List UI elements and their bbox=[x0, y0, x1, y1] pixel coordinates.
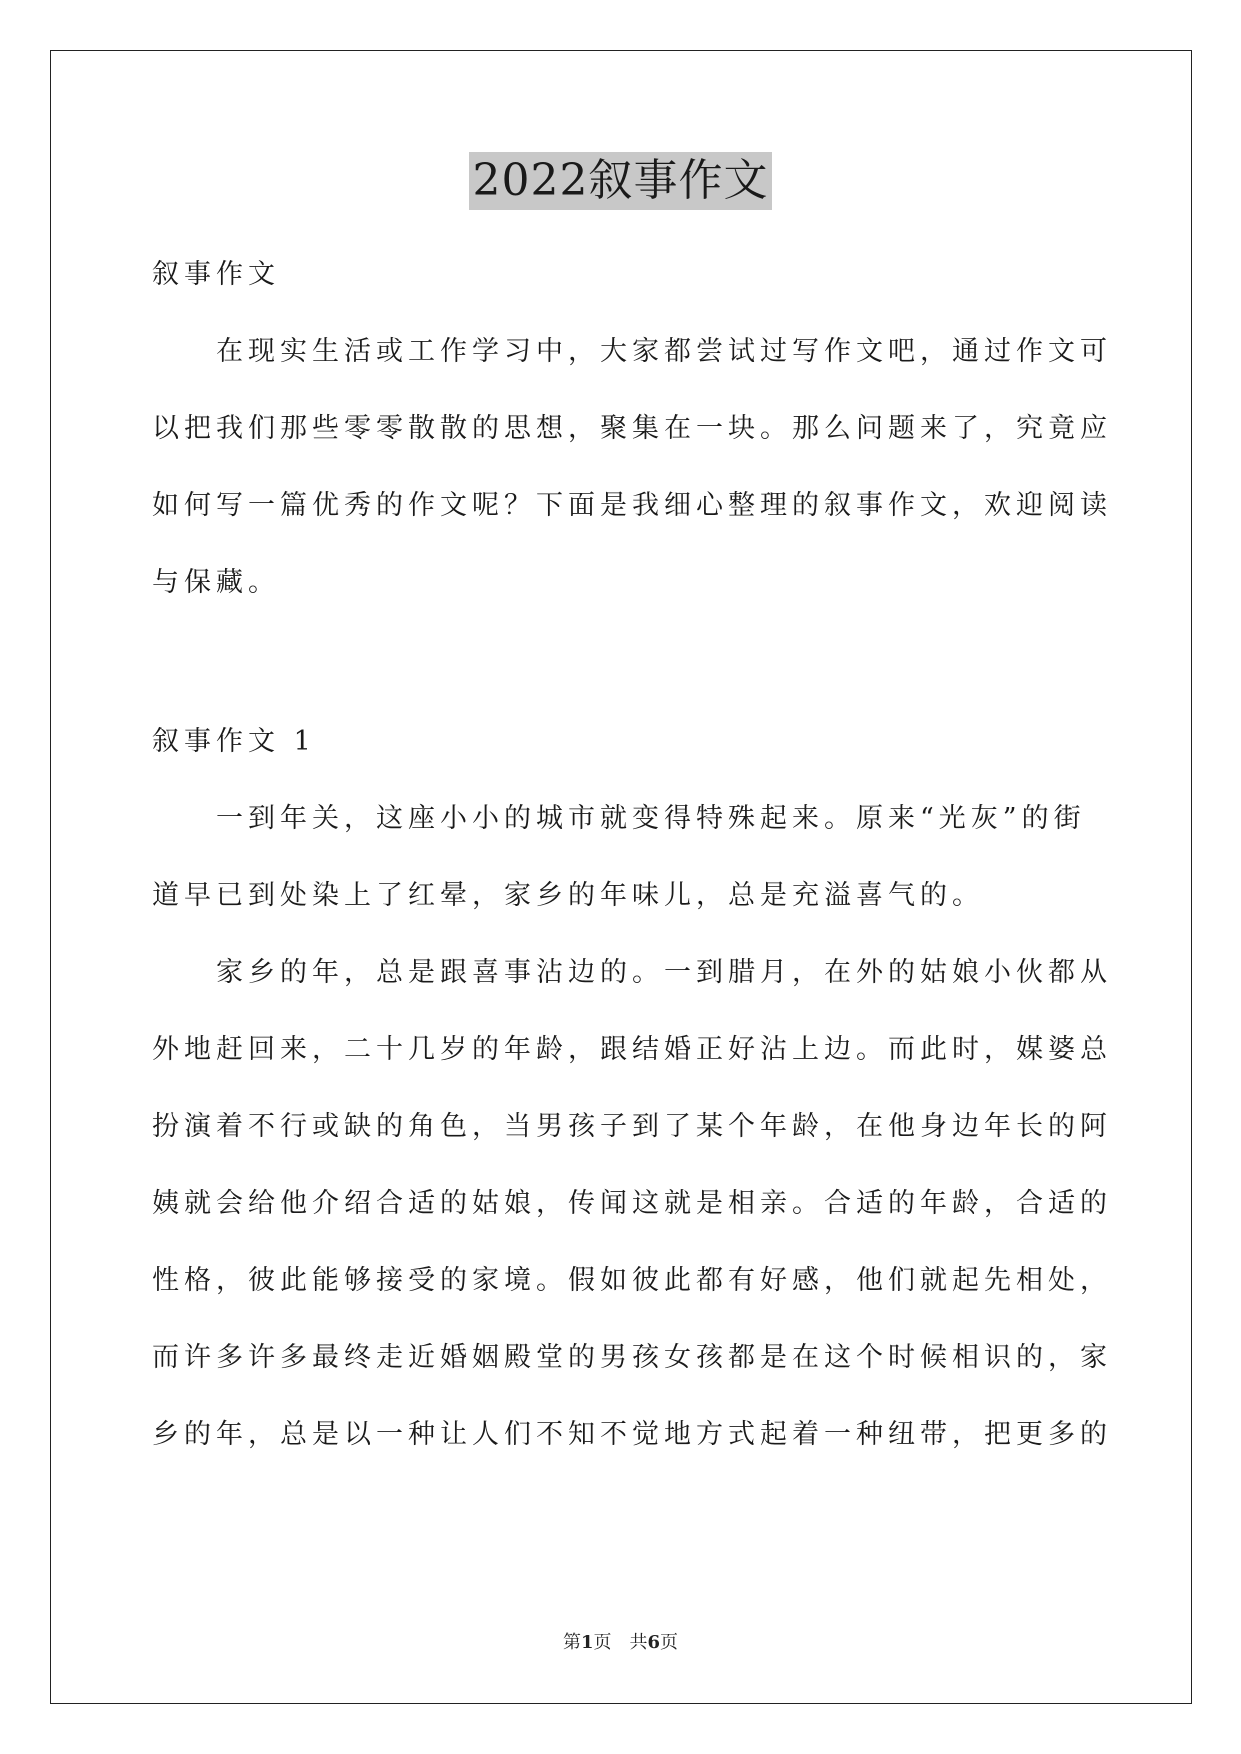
section-1-heading: 叙事作文 1 bbox=[152, 726, 316, 757]
intro-line: 以把我们那些零零散散的思想，聚集在一块。那么问题来了，究竟应 bbox=[152, 413, 1112, 444]
section-gap bbox=[152, 640, 1092, 722]
paragraph-2-line: 乡的年，总是以一种让人们不知不觉地方式起着一种纽带，把更多的 bbox=[152, 1419, 1112, 1450]
paragraph-2-line: 而许多许多最终走近婚姻殿堂的男孩女孩都是在这个时候相识的，家 bbox=[152, 1342, 1112, 1373]
paragraph-1-line: 道早已到处染上了红晕，家乡的年味儿，总是充溢喜气的。 bbox=[152, 880, 984, 911]
paragraph-2-line: 外地赶回来，二十几岁的年龄，跟结婚正好沾上边。而此时，媒婆总 bbox=[152, 1034, 1112, 1065]
document-body bbox=[152, 255, 1112, 1492]
intro-line: 如何写一篇优秀的作文呢？下面是我细心整理的叙事作文，欢迎阅读 bbox=[152, 490, 1112, 521]
page-footer bbox=[0, 1628, 1241, 1654]
intro-line: 在现实生活或工作学习中，大家都尝试过写作文吧，通过作文可 bbox=[216, 336, 1112, 367]
footer-prefix: 第 bbox=[562, 1632, 581, 1653]
title-wrapper bbox=[0, 152, 1241, 210]
footer-page-number: 1 bbox=[580, 1632, 594, 1653]
paragraph-2-line: 扮演着不行或缺的角色，当男孩子到了某个年龄，在他身边年长的阿 bbox=[152, 1111, 1112, 1142]
paragraph-2-line: 性格，彼此能够接受的家境。假如彼此都有好感，他们就起先相处， bbox=[152, 1265, 1112, 1296]
paragraph-1-line: 一到年关，这座小小的城市就变得特殊起来。原来“光灰”的街 bbox=[216, 803, 1086, 834]
footer-total-pages: 6 bbox=[647, 1632, 661, 1653]
paragraph-2-line: 家乡的年，总是跟喜事沾边的。一到腊月，在外的姑娘小伙都从 bbox=[216, 957, 1112, 988]
document-title: 2022叙事作文 bbox=[469, 152, 773, 210]
intro-heading: 叙事作文 bbox=[152, 259, 280, 290]
footer-suffix: 页 bbox=[660, 1632, 679, 1653]
footer-middle: 页 共 bbox=[593, 1632, 648, 1653]
intro-line: 与保藏。 bbox=[152, 567, 280, 598]
paragraph-2-line: 姨就会给他介绍合适的姑娘，传闻这就是相亲。合适的年龄，合适的 bbox=[152, 1188, 1112, 1219]
